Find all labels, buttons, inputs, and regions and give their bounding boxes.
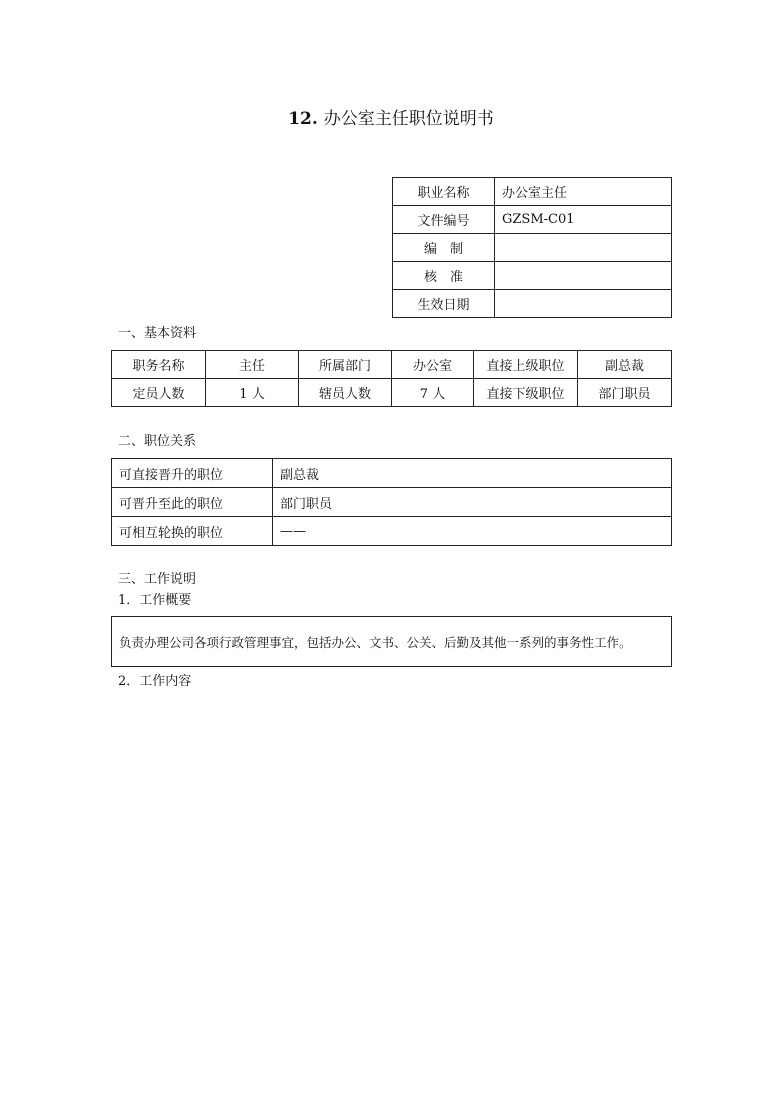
relation-value: ——	[273, 517, 672, 546]
relation-label: 可直接晋升的职位	[112, 459, 273, 488]
position-relations-table	[111, 458, 672, 546]
document-info-table	[392, 177, 672, 318]
section-heading-basic-info: 一、基本资料	[118, 326, 197, 341]
doc-info-label: 编 制	[393, 234, 495, 262]
doc-info-value	[495, 234, 672, 262]
table-cell: 所属部门	[299, 351, 392, 379]
table-cell: 办公室	[392, 351, 474, 379]
doc-info-label: 核 准	[393, 262, 495, 290]
relation-value: 副总裁	[273, 459, 672, 488]
table-row	[112, 379, 672, 407]
page-title	[0, 104, 782, 129]
title-text: 办公室主任职位说明书	[323, 109, 494, 129]
basic-info-table	[111, 350, 672, 407]
table-cell: 7 人	[392, 379, 474, 407]
table-cell: 辖员人数	[299, 379, 392, 407]
table-row	[112, 488, 672, 517]
doc-info-label: 生效日期	[393, 290, 495, 318]
doc-info-label: 文件编号	[393, 206, 495, 234]
table-cell: 职务名称	[112, 351, 206, 379]
table-cell: 直接上级职位	[474, 351, 578, 379]
section-heading-job-description: 三、工作说明	[118, 572, 197, 587]
table-cell: 直接下级职位	[474, 379, 578, 407]
relation-label: 可相互轮换的职位	[112, 517, 273, 546]
table-cell: 定员人数	[112, 379, 206, 407]
doc-info-value: GZSM-C01	[495, 206, 672, 234]
relation-label: 可晋升至此的职位	[112, 488, 273, 517]
table-cell: 1 人	[206, 379, 299, 407]
relation-value: 部门职员	[273, 488, 672, 517]
table-cell: 副总裁	[578, 351, 672, 379]
subheading-job-content: 2．工作内容	[118, 674, 192, 689]
table-row	[112, 617, 672, 667]
job-summary-table	[111, 616, 672, 667]
table-row	[393, 178, 672, 206]
section-heading-relations: 二、职位关系	[118, 434, 197, 449]
doc-info-value	[495, 262, 672, 290]
table-row	[112, 351, 672, 379]
table-cell: 部门职员	[578, 379, 672, 407]
table-row	[393, 234, 672, 262]
subheading-job-summary: 1．工作概要	[118, 593, 192, 608]
doc-info-label: 职业名称	[393, 178, 495, 206]
title-number: 12.	[288, 109, 318, 129]
doc-info-value: 办公室主任	[495, 178, 672, 206]
table-row	[393, 290, 672, 318]
table-row	[112, 459, 672, 488]
table-cell: 主任	[206, 351, 299, 379]
table-row	[112, 517, 672, 546]
table-row	[393, 206, 672, 234]
table-row	[393, 262, 672, 290]
job-summary-text: 负责办理公司各项行政管理事宜，包括办公、文书、公关、后勤及其他一系列的事务性工作。	[112, 617, 672, 667]
doc-info-value	[495, 290, 672, 318]
